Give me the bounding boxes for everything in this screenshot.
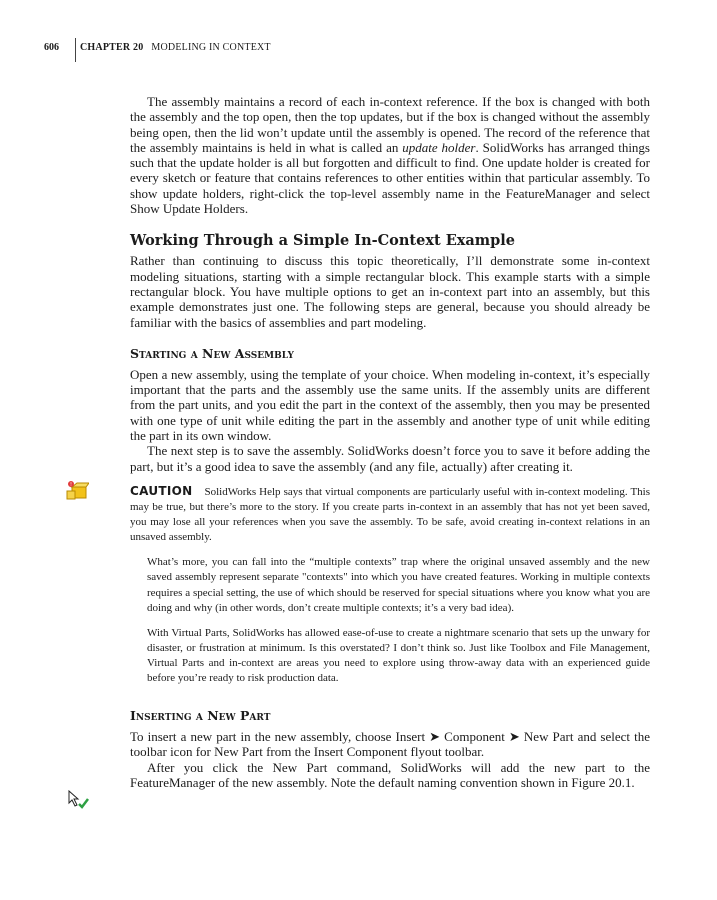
chapter-title: MODELING IN CONTEXT	[151, 42, 271, 53]
page-header	[0, 41, 717, 63]
cursor-check-icon	[68, 790, 90, 810]
caution-paragraph-1	[130, 484, 650, 545]
section-heading-starting: Starting a New Assembly	[130, 345, 294, 361]
section-heading-inserting: Inserting a New Part	[130, 708, 271, 724]
page-body	[69, 94, 650, 790]
caution-paragraph-2: What’s more, you can fall into the “multiple contexts” trap where the original unsaved assembly and the new saved assembly represent separate "contexts" into which you have created features. Working in multiple contexts requires a special setting, the use of which should be reserved for special situations where you know what you are doing and why (in other words, don’t create multiple contexts; it’s a very bad idea).	[147, 556, 650, 614]
intro-paragraph	[130, 94, 650, 216]
caution-text-1: SolidWorks Help says that virtual components are particularly useful with in-context modeling. This may be true, but there’s more to the story. If you create parts in-context in an assembly that has not yet been saved, you may lose all your references when you save the assembly. To be safe, avoid creating in-context relations in an unsaved assembly.	[130, 485, 650, 544]
intro-term: update holder	[402, 139, 476, 155]
intro-text-a: The assembly maintains a record of each in-context reference. If the box is changed with both the assembly and the top open, then the top updates, but if the box is changed without the assembly being open, then the lid won’t update until the assembly is opened. The record of the reference that the assembly maintains is held in what is called an	[130, 94, 650, 155]
section-heading-working: Working Through a Simple In-Context Example	[130, 232, 516, 250]
starting-paragraph-1: Open a new assembly, using the template of your choice. When modeling in-context, it’s especially important that the parts and the assembly use the same units. If the assembly units are different from the part units, and you edit the part in the context of the assembly, then you may be presented with one type of unit while editing the part in the assembly and another type of unit while editing the part in its own window.	[130, 366, 650, 444]
running-head	[80, 42, 271, 53]
starting-paragraph-2: The next step is to save the assembly. SolidWorks doesn’t force you to save it before adding the part, but it’s a good idea to save the assembly (and any file, actually) after creating it.	[130, 443, 650, 474]
chapter-label: CHAPTER 20	[80, 42, 144, 53]
caution-icon	[65, 478, 89, 502]
intro-text-b: . SolidWorks has arranged things such that the update holder is all but forgotten and difficult to find. One update holder is created for every sketch or feature that contains references to other entities within that particular assembly. To show update holders, right-click the top-level assembly name in the FeatureManager and select Show Update Holders.	[130, 139, 650, 217]
caution-paragraph-3: With Virtual Parts, SolidWorks has allowed ease-of-use to create a nightmare scenario that sets up the unwary for disaster, or frustration at minimum. Is this overstated? I don’t think so. Just like Toolbox and File Management, Virtual Parts and in-context are areas you need to explore using throw-away data with an experienced guide before you’re ready to risk production data.	[147, 626, 650, 684]
caution-box	[69, 481, 650, 686]
inserting-paragraph-1: To insert a new part in the new assembly, choose Insert ➤ Component ➤ New Part and select the toolbar icon for New Part from the Insert Component flyout toolbar.	[130, 729, 650, 760]
page-number: 606	[44, 42, 59, 53]
working-paragraph: Rather than continuing to discuss this topic theoretically, I’ll demonstrate some in-context modeling situations, starting with a simple rectangular block. This example starts with a simple rectangular block. You have multiple options to get an in-context part into an assembly, but this example demonstrates just one. The following steps are general, because you should already be familiar with the basics of assemblies and part modeling.	[130, 253, 650, 330]
svg-text:!: !	[69, 481, 73, 488]
caution-label: CAUTION	[130, 483, 193, 498]
header-divider	[75, 38, 76, 62]
inserting-paragraph-2: After you click the New Part command, SolidWorks will add the new part to the FeatureManager of the new assembly. Note the default naming convention shown in Figure 20.1.	[130, 759, 650, 790]
